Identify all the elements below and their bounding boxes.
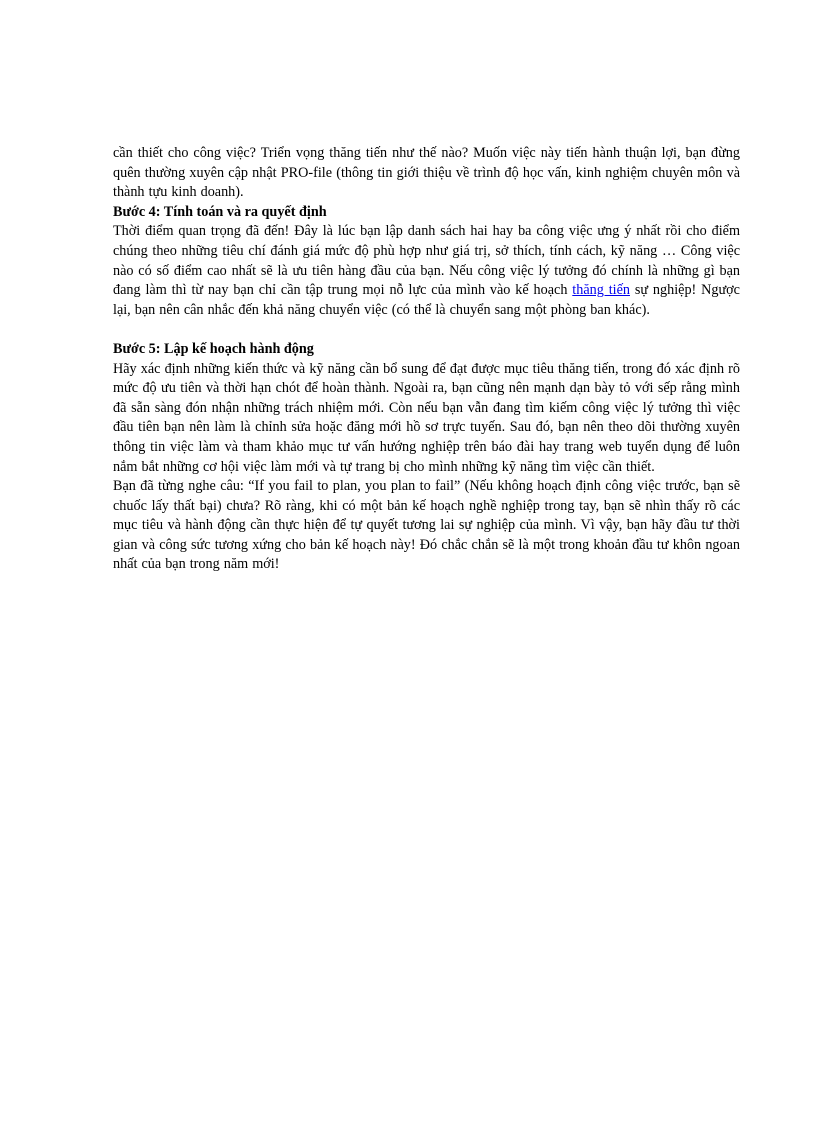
paragraph-spacer [113, 320, 740, 340]
step4-text-after-link: sự nghiệp! Ngược lại, bạn nên cân nhắc đến khả năng chuyển việc (có thể là chuyển sang một phòng ban khác). [113, 282, 740, 318]
step5-paragraph-2: Bạn đã từng nghe câu: “If you fail to plan, you plan to fail” (Nếu không hoạch định công việc trước, bạn sẽ chuốc lấy thất bại) chưa? Rõ ràng, khi có một bản kế hoạch nghề nghiệp trong tay, bạn sẽ nhìn thấy rõ các mục tiêu và hành động cần thực hiện để tự quyết tương lai sự nghiệp của mình. Vì vậy, bạn hãy đầu tư thời gian và công sức tương xứng cho bản kế hoạch này! Đó chắc chắn sẽ là một trong khoản đầu tư khôn ngoan nhất của bạn trong năm mới! [113, 478, 740, 573]
step4-text-before-link: Thời điểm quan trọng đã đến! Đây là lúc bạn lập danh sách hai hay ba công việc ưng ý nhất rồi cho điểm chúng theo những tiêu chí đánh giá mức độ phù hợp như giá trị, sở thích, tính cách, kỹ năng … Công việc nào có số điểm cao nhất sẽ là ưu tiên hàng đầu của bạn. Nếu công việc lý tưởng đó chính là những gì bạn đang làm thì từ nay bạn chỉ cần tập trung mọi nỗ lực của mình vào kế hoạch [113, 223, 740, 299]
intro-paragraph: cần thiết cho công việc? Triển vọng thăng tiến như thế nào? Muốn việc này tiến hành thuận lợi, bạn đừng quên thường xuyên cập nhật PRO-file (thông tin giới thiệu về trình độ học vấn, kinh nghiệm chuyên môn và thành tựu kinh doanh). [113, 145, 740, 201]
step4-paragraph [113, 222, 740, 320]
step4-heading: Bước 4: Tính toán và ra quyết định [113, 203, 327, 220]
promotion-link[interactable]: thăng tiến [572, 282, 630, 299]
step5-heading: Bước 5: Lập kế hoạch hành động [113, 340, 314, 357]
step5-paragraph-1: Hãy xác định những kiến thức và kỹ năng cần bổ sung để đạt được mục tiêu thăng tiến, trong đó xác định rõ mức độ ưu tiên và thời hạn chót để hoàn thành. Ngoài ra, bạn cũng nên mạnh dạn bày tỏ với sếp rằng mình đã sẵn sàng đón nhận những trách nhiệm mới. Còn nếu bạn vẫn đang tìm kiếm công việc lý tưởng thì việc đầu tiên bạn nên làm là chỉnh sửa hoặc đăng mới hồ sơ trực tuyến. Sau đó, bạn nên theo dõi thường xuyên thông tin việc làm và tham khảo mục tư vấn hướng nghiệp trên báo đài hay trang web tuyển dụng để luôn nắm bắt những cơ hội việc làm mới và tự trang bị cho mình những kỹ năng tìm việc cần thiết. [113, 360, 740, 475]
document-page [113, 144, 740, 575]
